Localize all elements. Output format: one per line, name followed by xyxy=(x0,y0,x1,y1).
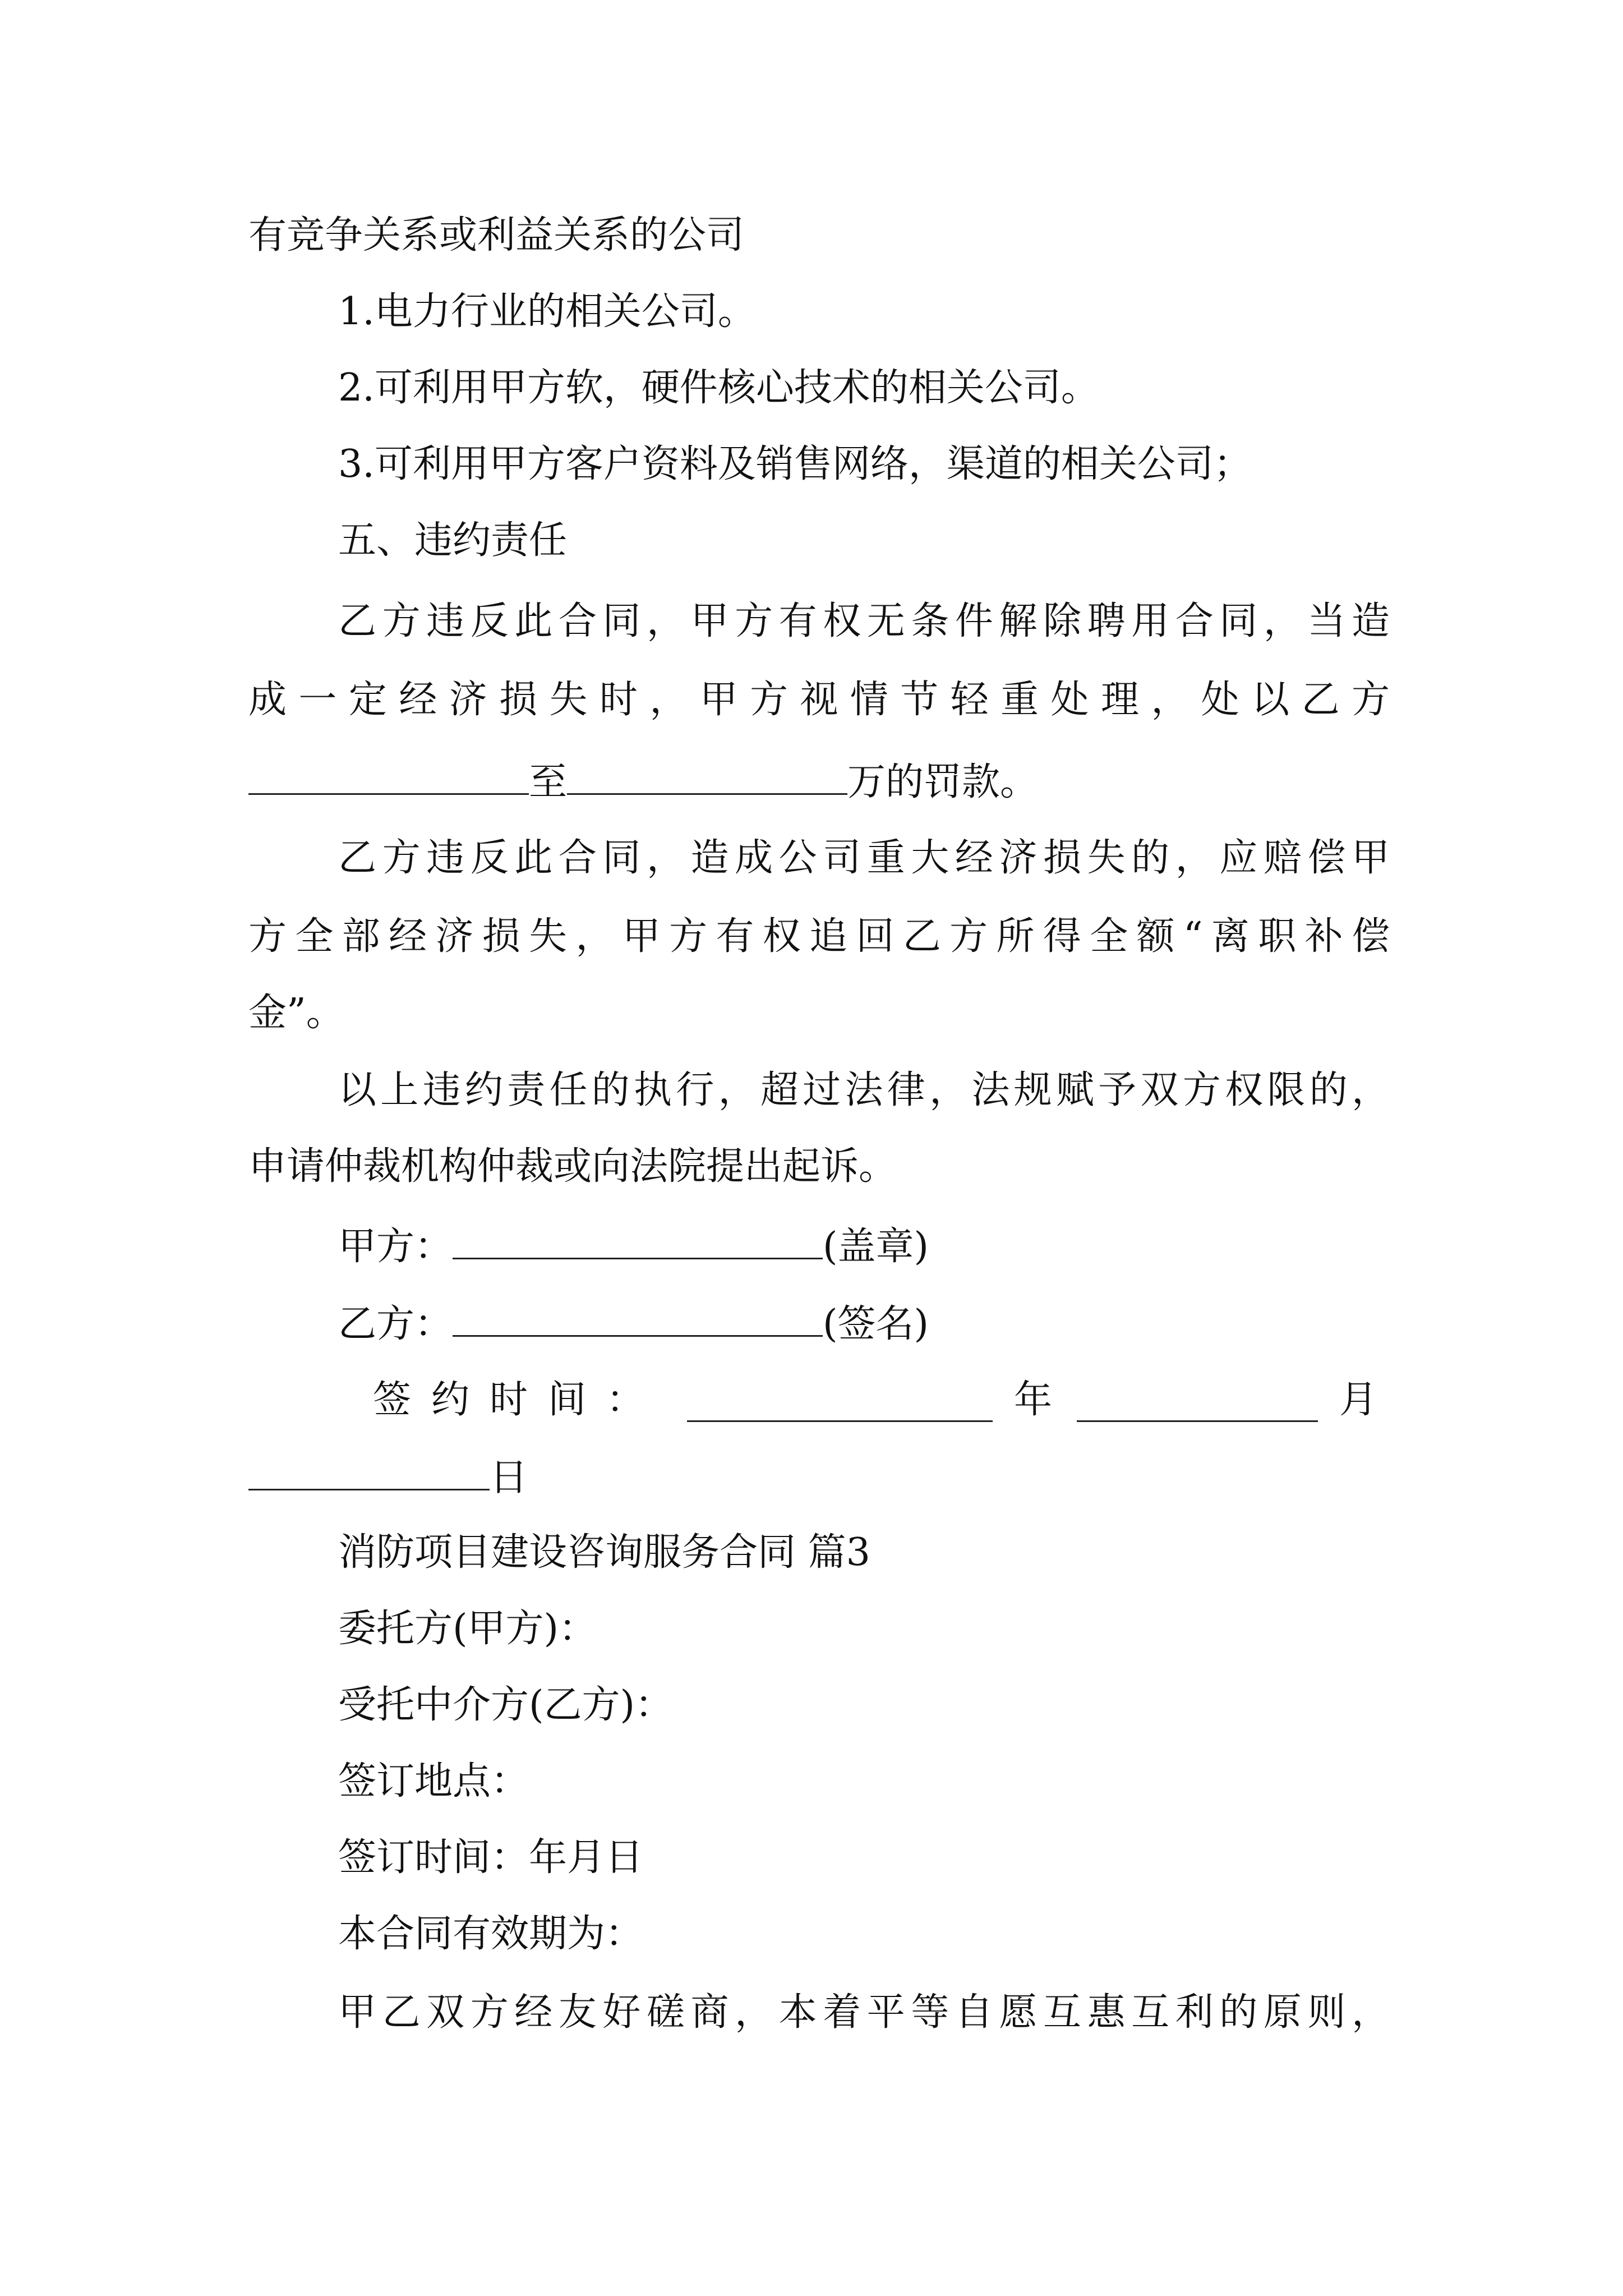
day-label: 日 xyxy=(490,1456,528,1500)
paragraph-line: 金”。 xyxy=(248,991,344,1035)
blank-field xyxy=(248,1454,490,1490)
sign-time-label: 签约时间： xyxy=(373,1378,665,1422)
section-heading: 五、违约责任 xyxy=(338,518,568,563)
paragraph-line: 以上违约责任的执行，超过法律，法规赋予双方权限的， xyxy=(338,1068,1390,1112)
sign-note: (签名) xyxy=(823,1302,929,1346)
paragraph-line: 甲乙双方经友好磋商，本着平等自愿互惠互利的原则， xyxy=(338,1990,1390,2035)
blank-field xyxy=(687,1386,993,1422)
blank-field xyxy=(248,758,529,795)
blank-field xyxy=(1077,1386,1318,1422)
paragraph-line: 申请仲裁机构仲裁或向法院提出起诉。 xyxy=(248,1144,897,1189)
agent-line: 受托中介方(乙方)： xyxy=(338,1683,674,1727)
blank-field xyxy=(453,1300,823,1337)
text-line: 有竞争关系或利益关系的公司 xyxy=(248,213,745,257)
party-a-signature-line xyxy=(338,1223,929,1268)
list-item-2: 2.可利用甲方软，硬件核心技术的相关公司。 xyxy=(338,366,1099,410)
list-item-3: 3.可利用甲方客户资料及销售网络，渠道的相关公司； xyxy=(338,442,1252,486)
penalty-suffix: 万的罚款。 xyxy=(847,760,1039,804)
sign-place-line: 签订地点： xyxy=(338,1759,529,1803)
party-a-label: 甲方： xyxy=(338,1225,453,1269)
contract-title: 消防项目建设咨询服务合同 篇3 xyxy=(338,1530,870,1575)
paragraph-line: 成一定经济损失时，甲方视情节轻重处理，处以乙方 xyxy=(248,678,1390,722)
client-line: 委托方(甲方)： xyxy=(338,1607,597,1651)
month-label: 月 xyxy=(1339,1378,1378,1422)
sign-day-line xyxy=(248,1454,528,1499)
blank-field xyxy=(453,1223,823,1259)
to-word: 至 xyxy=(529,760,568,804)
seal-note: (盖章) xyxy=(823,1225,929,1269)
party-b-signature-line xyxy=(338,1300,929,1345)
blank-field xyxy=(567,758,847,795)
paragraph-line: 乙方违反此合同，甲方有权无条件解除聘用合同，当造 xyxy=(338,599,1390,643)
paragraph-line: 乙方违反此合同，造成公司重大经济损失的，应赔偿甲 xyxy=(338,836,1390,880)
party-b-label: 乙方： xyxy=(338,1302,453,1346)
year-label: 年 xyxy=(1014,1378,1053,1422)
penalty-range-line xyxy=(248,758,1038,803)
validity-line: 本合同有效期为： xyxy=(338,1912,644,1956)
list-item-1: 1.电力行业的相关公司。 xyxy=(338,289,756,334)
paragraph-line: 方全部经济损失，甲方有权追回乙方所得全额“离职补偿 xyxy=(248,914,1390,959)
sign-date-line: 签订时间：年月日 xyxy=(338,1835,644,1880)
